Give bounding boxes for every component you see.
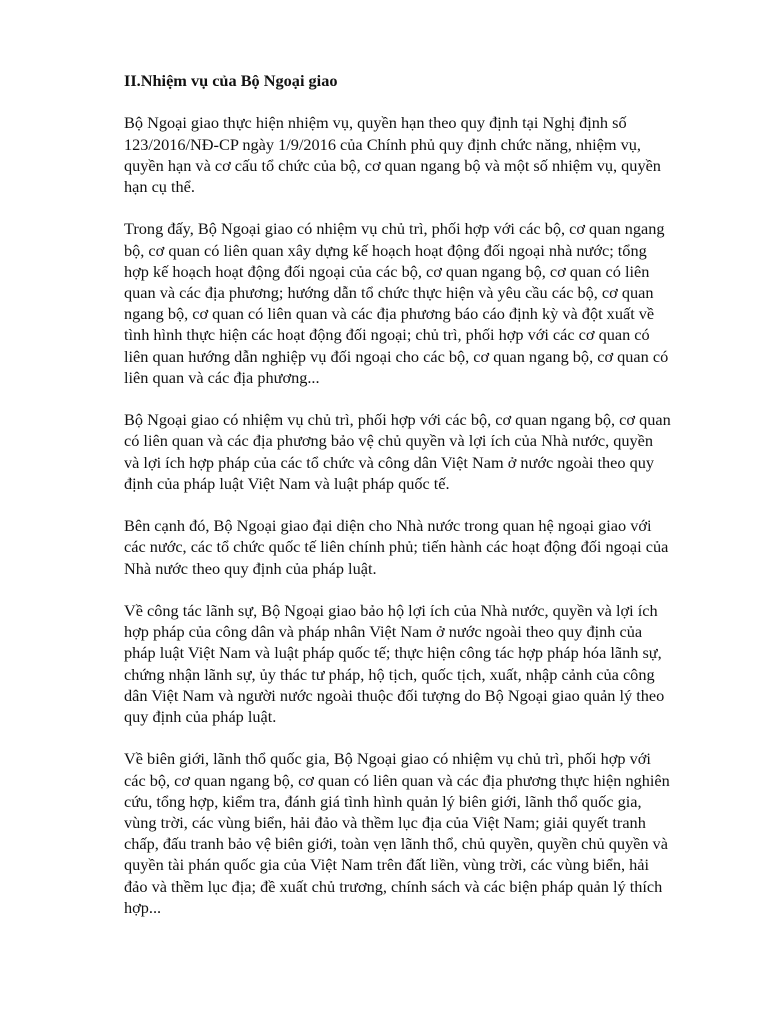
text-line: quy định của pháp luật. bbox=[124, 707, 277, 727]
text-line: liên quan hướng dẫn nghiệp vụ đối ngoại cho các bộ, cơ quan ngang bộ, cơ quan có bbox=[124, 346, 669, 366]
text-line: định của pháp luật Việt Nam và luật pháp quốc tế. bbox=[124, 473, 450, 493]
text-line: Bên cạnh đó, Bộ Ngoại giao đại diện cho Nhà nước trong quan hệ ngoại giao với bbox=[124, 516, 652, 536]
text-line: các nước, các tổ chức quốc tế liên chính phủ; tiến hành các hoạt động đối ngoại của bbox=[124, 537, 669, 557]
text-line: liên quan và các địa phương... bbox=[124, 367, 320, 387]
text-line: pháp luật Việt Nam và luật pháp quốc tế; thực hiện công tác hợp pháp hóa lãnh sự, bbox=[124, 643, 662, 663]
text-line: Trong đấy, Bộ Ngoại giao có nhiệm vụ chủ trì, phối hợp với các bộ, cơ quan ngang bbox=[124, 219, 665, 239]
text-line: bộ, cơ quan có liên quan xây dựng kế hoạch hoạt động đối ngoại nhà nước; tổng bbox=[124, 240, 647, 260]
text-line: đảo và thềm lục địa; đề xuất chủ trương, chính sách và các biện pháp quản lý thích bbox=[124, 876, 663, 896]
document-body bbox=[124, 70, 714, 939]
text-line: có liên quan và các địa phương bảo vệ chủ quyền và lợi ích của Nhà nước, quyền bbox=[124, 431, 654, 451]
text-line: và lợi ích hợp pháp của các tổ chức và công dân Việt Nam ở nước ngoài theo quy bbox=[124, 452, 655, 472]
paragraph-list bbox=[124, 112, 714, 918]
paragraph bbox=[124, 112, 714, 197]
text-line: hợp pháp của công dân và pháp nhân Việt Nam ở nước ngoài theo quy định của bbox=[124, 622, 643, 642]
text-line: Về công tác lãnh sự, Bộ Ngoại giao bảo hộ lợi ích của Nhà nước, quyền và lợi ích bbox=[124, 601, 658, 620]
text-line: quyền tài phán quốc gia của Việt Nam trên đất liền, vùng trời, các vùng biển, hải bbox=[124, 855, 650, 875]
text-line: dân Việt Nam và người nước ngoài thuộc đối tượng do Bộ Ngoại giao quản lý theo bbox=[124, 685, 665, 705]
text-line: quan và các địa phương; hướng dẫn tổ chức thực hiện và yêu cầu các bộ, cơ quan bbox=[124, 283, 654, 302]
text-line: chứng nhận lãnh sự, ủy thác tư pháp, hộ tịch, quốc tịch, xuất, nhập cảnh của công bbox=[124, 664, 655, 684]
text-line: Bộ Ngoại giao có nhiệm vụ chủ trì, phối hợp với các bộ, cơ quan ngang bộ, cơ quan bbox=[124, 410, 671, 430]
text-line: hợp kế hoạch hoạt động đối ngoại của các bộ, cơ quan ngang bộ, cơ quan có liên bbox=[124, 261, 650, 281]
text-line: cứu, tổng hợp, kiểm tra, đánh giá tình hình quản lý biên giới, lãnh thổ quốc gia, bbox=[124, 791, 642, 811]
text-line: quyền hạn và cơ cấu tổ chức của bộ, cơ quan ngang bộ và một số nhiệm vụ, quyền bbox=[124, 155, 661, 175]
section-heading: II.Nhiệm vụ của Bộ Ngoại giao bbox=[124, 71, 338, 90]
text-line: các bộ, cơ quan ngang bộ, cơ quan có liên quan và các địa phương thực hiện nghiên bbox=[124, 770, 670, 790]
text-line: Về biên giới, lãnh thổ quốc gia, Bộ Ngoại giao có nhiệm vụ chủ trì, phối hợp với bbox=[124, 749, 651, 769]
text-line: hợp... bbox=[124, 897, 162, 917]
text-line: 123/2016/NĐ-CP ngày 1/9/2016 của Chính phủ quy định chức năng, nhiệm vụ, bbox=[124, 134, 641, 154]
text-line: tình hình thực hiện các hoạt động đối ngoại; chủ trì, phối hợp với các cơ quan có bbox=[124, 325, 650, 345]
text-line: Bộ Ngoại giao thực hiện nhiệm vụ, quyền hạn theo quy định tại Nghị định số bbox=[124, 113, 627, 133]
text-line: vùng trời, các vùng biển, hải đảo và thềm lục địa của Việt Nam; giải quyết tranh bbox=[124, 813, 646, 833]
text-line: Nhà nước theo quy định của pháp luật. bbox=[124, 558, 377, 578]
paragraph bbox=[124, 600, 714, 727]
text-line: hạn cụ thể. bbox=[124, 177, 195, 196]
paragraph bbox=[124, 218, 714, 388]
paragraph bbox=[124, 515, 714, 579]
text-line: chấp, đấu tranh bảo vệ biên giới, toàn vẹn lãnh thổ, chủ quyền, quyền chủ quyền và bbox=[124, 834, 668, 854]
text-line: ngang bộ, cơ quan có liên quan và các địa phương báo cáo định kỳ và đột xuất về bbox=[124, 304, 655, 324]
paragraph bbox=[124, 409, 714, 494]
paragraph bbox=[124, 748, 714, 918]
